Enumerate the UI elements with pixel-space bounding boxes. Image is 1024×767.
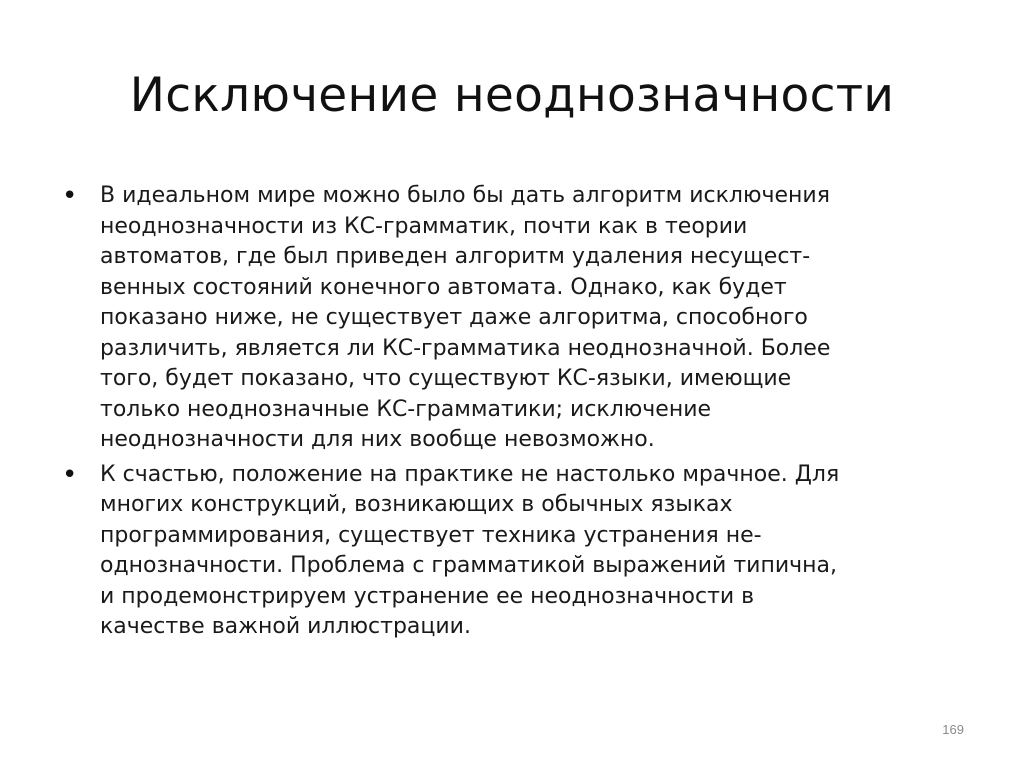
bullet-marker: • [62,459,78,490]
bullet-1-line-2: неоднозначности из КС-грамматик, почти как в теории [100,213,748,239]
page-number: 169 [942,722,964,737]
bullet-1-line-9: неоднозначности для них вообще невозможно. [100,427,655,452]
bullet-1-line-6: различить, является ли КС-грамматика неоднозначной. Более [100,335,831,361]
bullet-2-line-3: программирования, существует техника устранения не- [100,522,762,548]
bullet-2-line-5: и продемонстрируем устранение ее неоднозначности в [100,583,755,609]
bullet-item-1 [60,181,960,456]
bullet-item-2 [60,460,960,643]
bullet-1-line-8: только неоднозначные КС-грамматики; исключение [100,396,712,422]
bullet-1-line-1: В идеальном мире можно было бы дать алгоритм исключения [100,183,830,208]
bullet-1-line-4: венных состояний конечного автомата. Однако, как будет [100,274,787,300]
bullet-2-line-4: однозначности. Проблема с грамматикой выражений типична, [100,553,837,578]
bullet-marker: • [62,181,78,211]
bullet-2-line-1: К счастью, положение на практике не настолько мрачное. Для [100,461,840,487]
slide-title: Исключение неоднозначности [129,68,895,123]
bullet-1-line-3: автоматов, где был приведен алгоритм удаления несущест- [100,244,811,269]
bullet-2-line-6: качестве важной иллюстрации. [100,614,471,639]
bullet-list [60,181,960,643]
bullet-1-line-7: того, будет показано, что существуют КС-языки, имеющие [100,366,792,391]
bullet-1-line-5: показано ниже, не существует даже алгоритма, способного [100,305,808,330]
bullet-2-line-2: многих конструкций, возникающих в обычных языках [100,492,733,517]
